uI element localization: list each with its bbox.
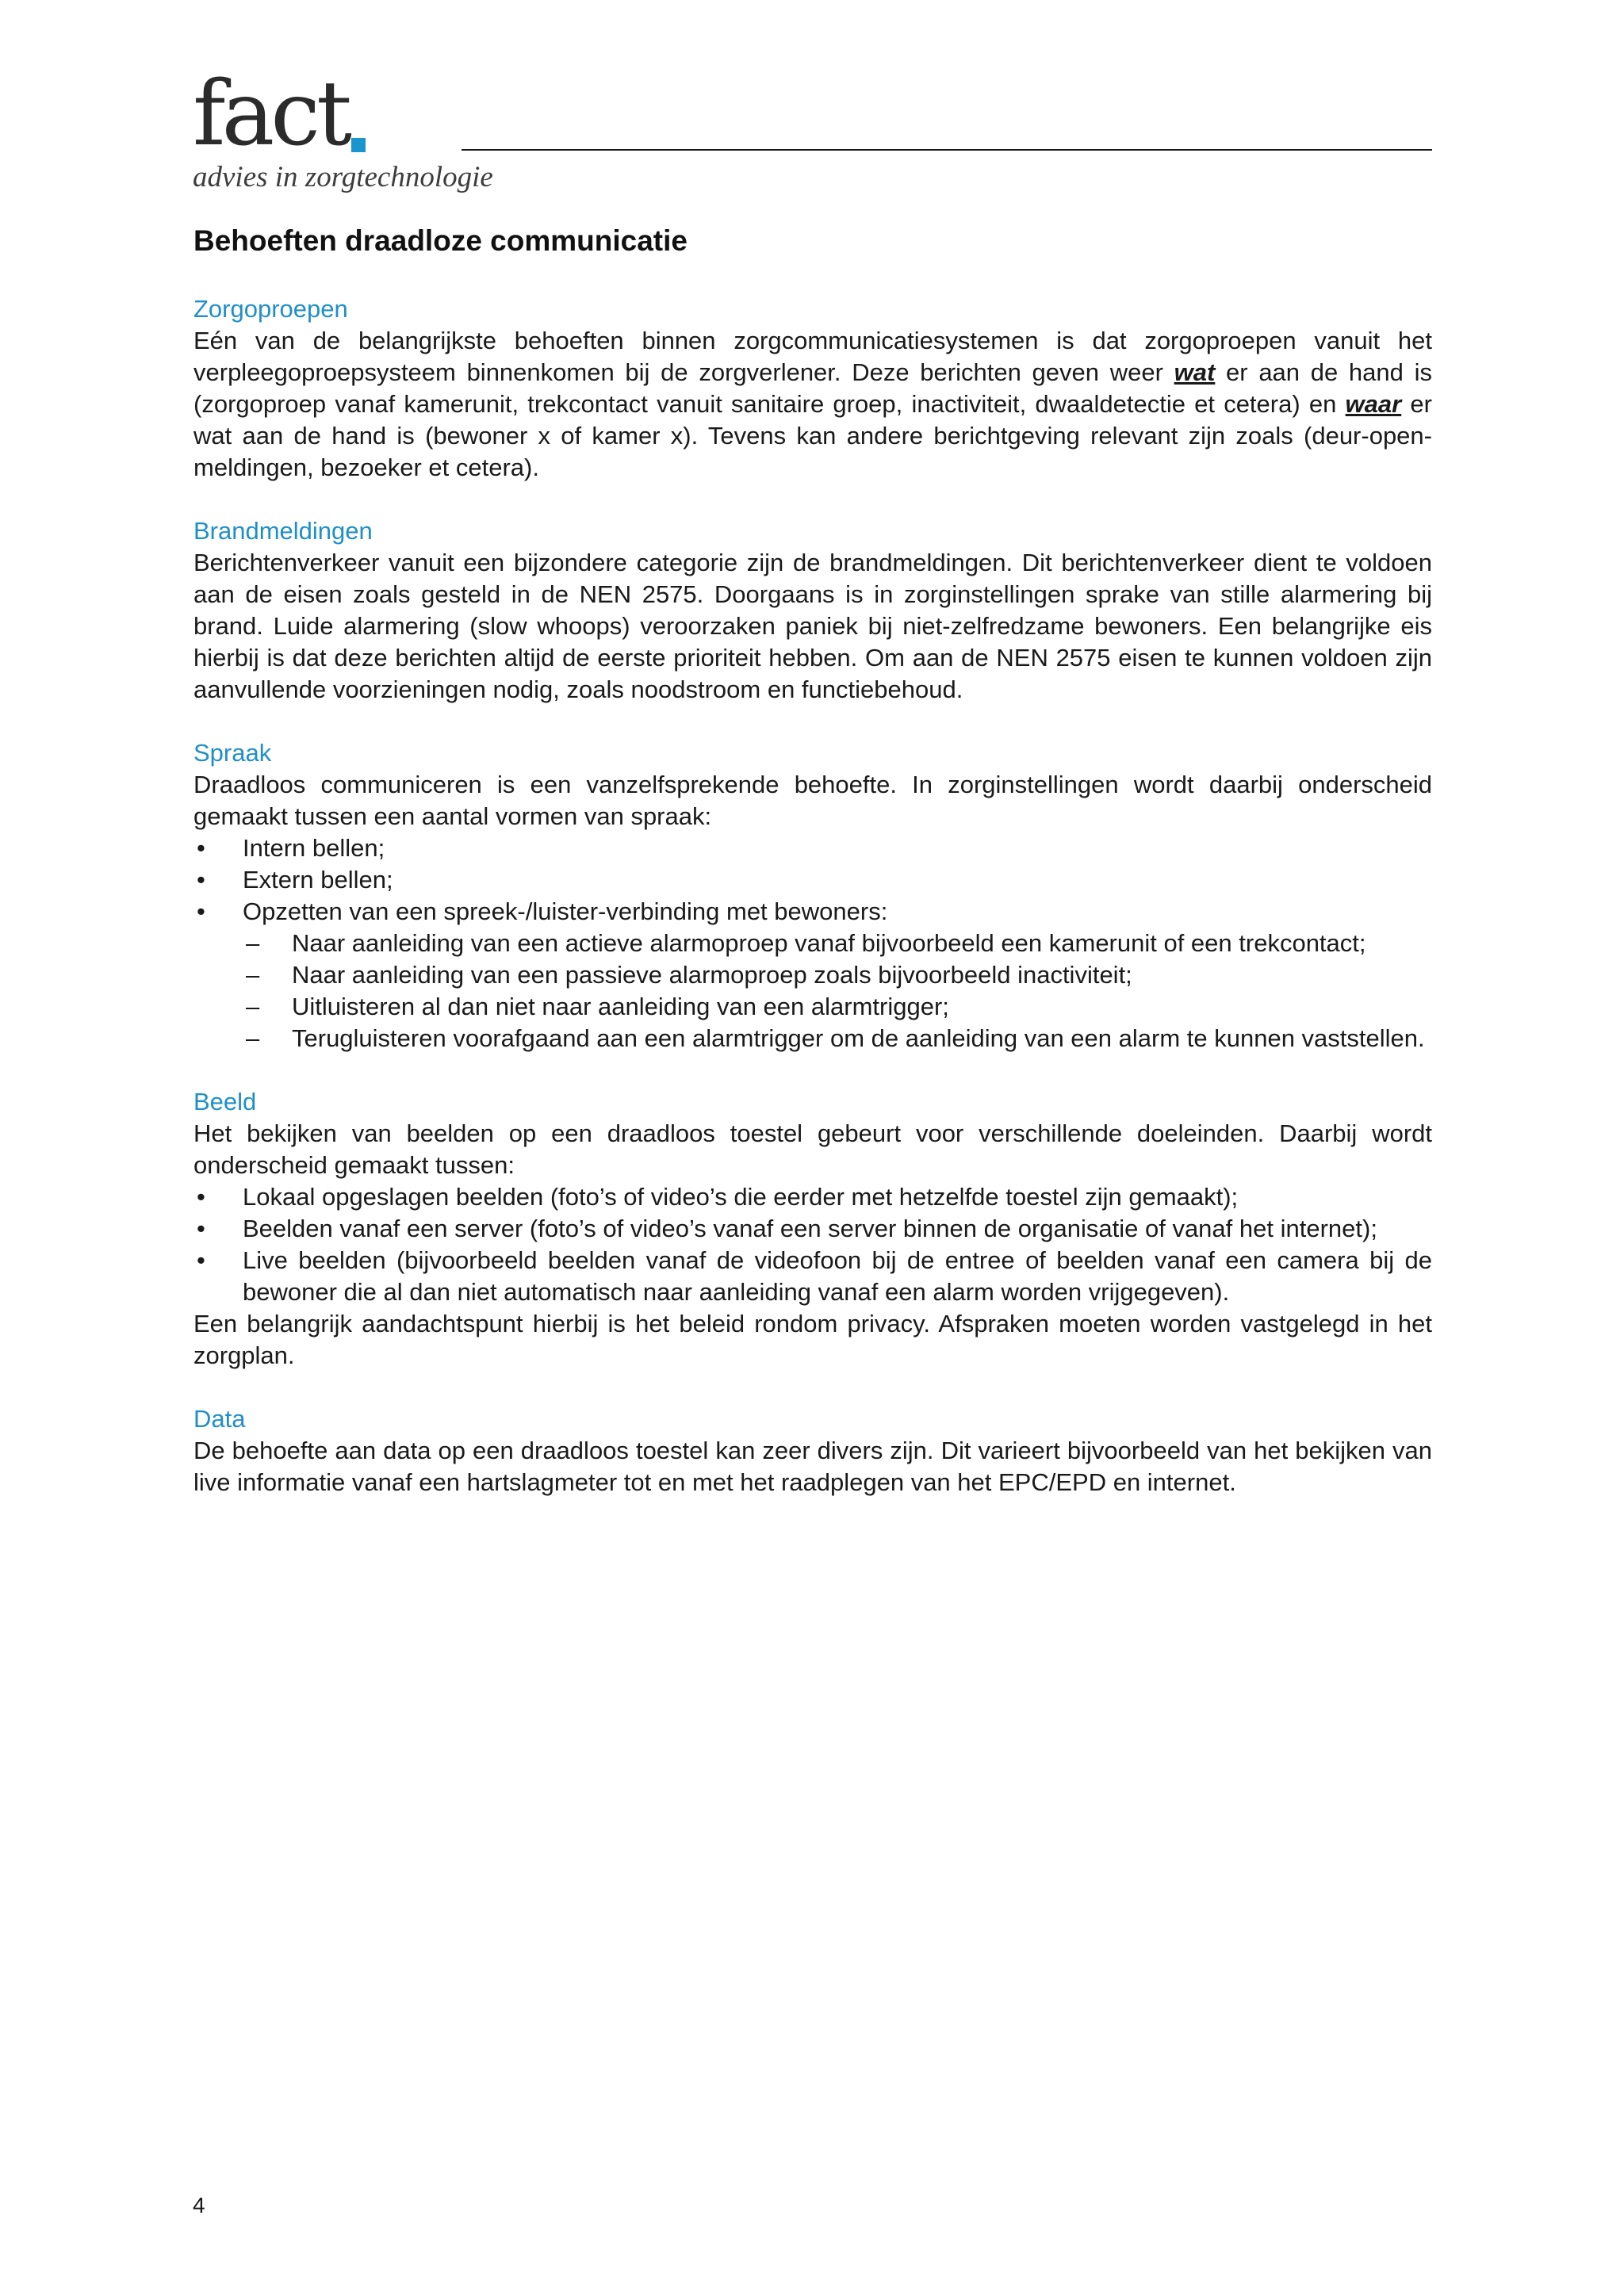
section-data bbox=[193, 1403, 1432, 1498]
text-run: er wat aan de hand is (bewoner x of kamer x). Tevens kan andere berichtgeving relevant zijn zoals (deur-open-meldingen, bezoeker et cetera). bbox=[193, 390, 1432, 481]
bullet-icon: • bbox=[197, 866, 205, 894]
section-heading: Data bbox=[193, 1405, 246, 1433]
page-title: Behoeften draadloze communicatie bbox=[193, 224, 688, 257]
section-heading: Beeld bbox=[193, 1088, 257, 1115]
list-item bbox=[193, 1181, 1432, 1213]
list-item-text: Intern bellen; bbox=[243, 834, 385, 862]
sub-list-item bbox=[243, 1023, 1432, 1054]
bullet-icon: • bbox=[197, 1246, 205, 1274]
dash-icon: – bbox=[246, 993, 260, 1020]
dash-icon: – bbox=[246, 1024, 260, 1052]
dash-icon: – bbox=[246, 929, 260, 957]
section-paragraph bbox=[193, 325, 1432, 484]
list-item bbox=[193, 1213, 1432, 1245]
section-paragraph: Het bekijken van beelden op een draadloos toestel gebeurt voor verschillende doeleinden. Daarbij wordt onderscheid gemaakt tussen: bbox=[193, 1119, 1432, 1179]
section-paragraph: Draadloos communiceren is een vanzelfsprekende behoefte. In zorginstellingen wordt daarbij onderscheid gemaakt tussen een aantal vormen van spraak: bbox=[193, 771, 1432, 830]
list-item bbox=[193, 864, 1432, 896]
section-zorgoproepen bbox=[193, 293, 1432, 484]
dash-icon: – bbox=[246, 961, 260, 989]
list-item-text: Beelden vanaf een server (foto’s of video’s vanaf een server binnen de organisatie of vanaf het internet); bbox=[243, 1215, 1377, 1242]
sub-list-item-text: Terugluisteren voorafgaand aan een alarmtrigger om de aanleiding van een alarm te kunnen vaststellen. bbox=[292, 1024, 1425, 1052]
sub-list-item bbox=[243, 991, 1432, 1023]
section-paragraph: Een belangrijk aandachtspunt hierbij is het beleid rondom privacy. Afspraken moeten worden vastgelegd in het zorgplan. bbox=[193, 1310, 1432, 1369]
page-number: 4 bbox=[193, 2193, 205, 2218]
section-spraak bbox=[193, 737, 1432, 1054]
list-item-text: Live beelden (bijvoorbeeld beelden vanaf de videofoon bij de entree of beelden vanaf een camera bij de bewoner die al dan niet automatisch naar aanleiding vanaf een alarm worden vrijgegeven). bbox=[243, 1246, 1432, 1306]
section-heading: Brandmeldingen bbox=[193, 517, 373, 545]
section-heading: Zorgoproepen bbox=[193, 295, 348, 323]
section-beeld bbox=[193, 1086, 1432, 1372]
text-run: Eén van de belangrijkste behoeften binnen zorgcommunicatiesystemen is dat zorgoproepen vanuit het verpleegoproepsysteem binnenkomen bij de zorgverlener. Deze berichten geven weer bbox=[193, 327, 1432, 386]
list-item bbox=[193, 832, 1432, 864]
sub-list-item-text: Naar aanleiding van een passieve alarmoproep zoals bijvoorbeeld inactiviteit; bbox=[292, 961, 1132, 989]
bullet-icon: • bbox=[197, 897, 205, 925]
section-paragraph: De behoefte aan data op een draadloos toestel kan zeer divers zijn. Dit varieert bijvoorbeeld van het bekijken van live informatie vanaf een hartslagmeter tot en met het raadplegen van het EPC/EPD en internet. bbox=[193, 1437, 1432, 1496]
fact-logo bbox=[193, 63, 493, 193]
bullet-icon: • bbox=[197, 1183, 205, 1211]
section-paragraph: Berichtenverkeer vanuit een bijzondere categorie zijn de brandmeldingen. Dit berichtenverkeer dient te voldoen aan de eisen zoals gesteld in de NEN 2575. Doorgaans is in zorginstellingen sprake van stille alarmering bij brand. Luide alarmering (slow whoops) veroorzaken paniek bij niet-zelfredzame bewoners. Een belangrijke eis hierbij is dat deze berichten altijd de eerste prioriteit hebben. Om aan de NEN 2575 eisen te kunnen voldoen zijn aanvullende voorzieningen nodig, zoals noodstroom en functiebehoud. bbox=[193, 549, 1432, 703]
sub-list-item-text: Naar aanleiding van een actieve alarmoproep vanaf bijvoorbeeld een kamerunit of een trekcontact; bbox=[292, 929, 1366, 957]
keyword-emphasis: waar bbox=[1345, 390, 1402, 418]
sub-bullet-list bbox=[243, 928, 1432, 1054]
list-item bbox=[193, 896, 1432, 1054]
list-item-text: Opzetten van een spreek-/luister-verbinding met bewoners: bbox=[243, 897, 888, 925]
keyword-emphasis: wat bbox=[1174, 358, 1216, 386]
sub-list-item bbox=[243, 928, 1432, 959]
list-item-text: Lokaal opgeslagen beelden (foto’s of video’s die eerder met hetzelfde toestel zijn gemaakt); bbox=[243, 1183, 1239, 1211]
sub-list-item-text: Uitluisteren al dan niet naar aanleiding van een alarmtrigger; bbox=[292, 993, 949, 1020]
header-rule bbox=[462, 149, 1432, 151]
list-item-text: Extern bellen; bbox=[243, 866, 393, 894]
bullet-list bbox=[193, 832, 1432, 1054]
text-run: er aan de hand is (zorgoproep vanaf kamerunit, trekcontact vanuit sanitaire groep, inactiviteit, dwaaldetectie et cetera) en bbox=[193, 358, 1432, 418]
section-brandmeldingen bbox=[193, 515, 1432, 706]
bullet-icon: • bbox=[197, 1215, 205, 1242]
sub-list-item bbox=[243, 959, 1432, 991]
document-body bbox=[193, 224, 1432, 1530]
section-heading: Spraak bbox=[193, 739, 272, 767]
logo-wordmark: fact bbox=[193, 63, 348, 166]
list-item bbox=[193, 1245, 1432, 1308]
bullet-list bbox=[193, 1181, 1432, 1308]
logo-tagline: advies in zorgtechnologie bbox=[193, 161, 493, 193]
bullet-icon: • bbox=[197, 834, 205, 862]
logo-accent-dot bbox=[351, 138, 366, 152]
